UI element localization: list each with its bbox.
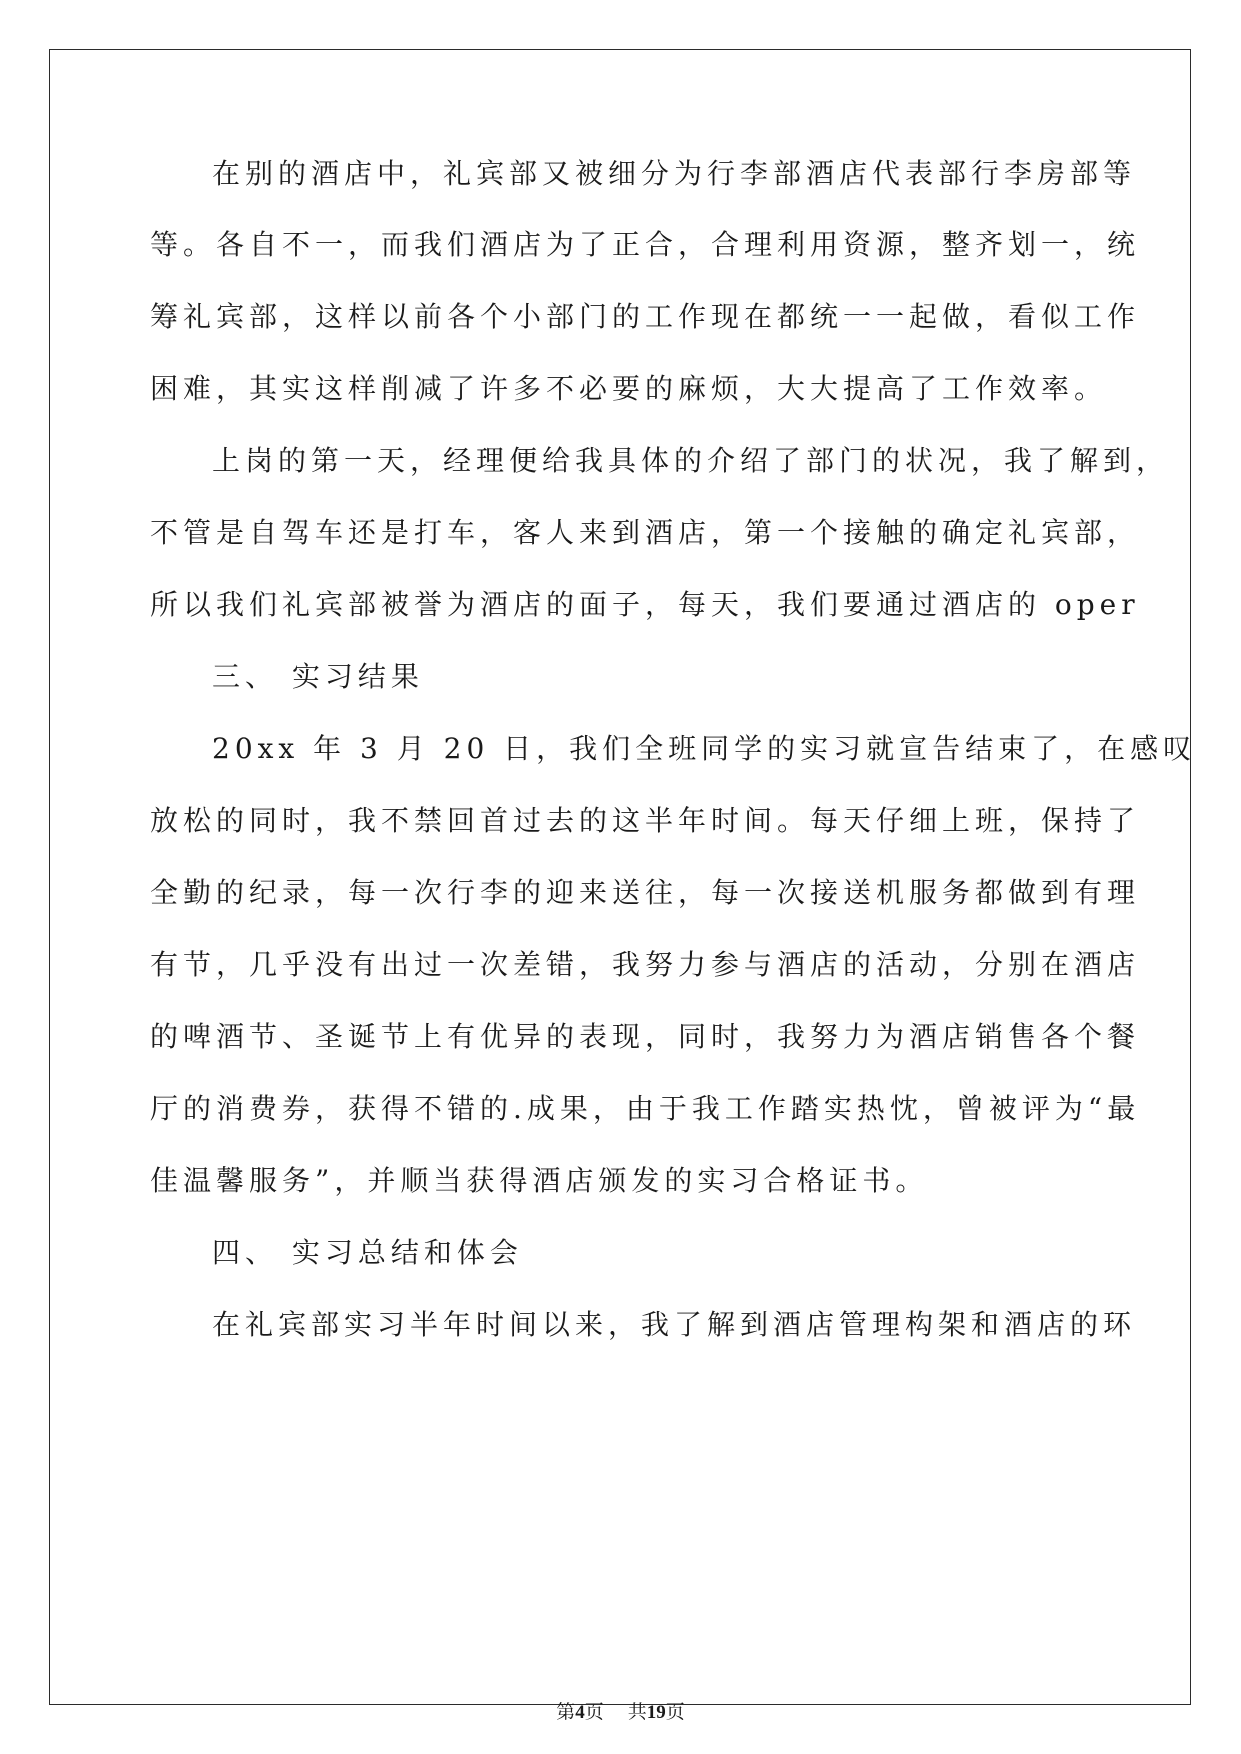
page-footer xyxy=(0,1700,1241,1725)
paragraph-line: 的啤酒节、圣诞节上有优异的表现，同时，我努力为酒店销售各个餐 xyxy=(150,1020,1141,1053)
paragraph-line: 20xx 年 3 月 20 日，我们全班同学的实习就宣告结束了，在感叹 xyxy=(212,732,1197,765)
paragraph-line: 所以我们礼宾部被誉为酒店的面子，每天，我们要通过酒店的 oper xyxy=(150,588,1140,621)
page-suffix: 页 xyxy=(584,1701,604,1723)
paragraph-line: 在别的酒店中，礼宾部又被细分为行李部酒店代表部行李房部等 xyxy=(212,157,1137,190)
paragraph-line: 厅的消费券，获得不错的.成果，由于我工作踏实热忱，曾被评为“最 xyxy=(150,1092,1141,1125)
paragraph-line: 上岗的第一天，经理便给我具体的介绍了部门的状况，我了解到， xyxy=(212,444,1170,477)
paragraph-line: 在礼宾部实习半年时间以来，我了解到酒店管理构架和酒店的环 xyxy=(212,1308,1137,1341)
section-heading: 三、 实习结果 xyxy=(212,660,424,693)
total-pages: 19 xyxy=(646,1702,666,1723)
total-suffix: 页 xyxy=(665,1701,685,1723)
paragraph-line: 全勤的纪录，每一次行李的迎来送往，每一次接送机服务都做到有理 xyxy=(150,876,1141,909)
total-prefix: 共 xyxy=(627,1701,647,1723)
paragraph-line: 佳温馨服务”，并顺当获得酒店颁发的实习合格证书。 xyxy=(150,1164,929,1197)
paragraph-line: 放松的同时，我不禁回首过去的这半年时间。每天仔细上班，保持了 xyxy=(150,804,1141,837)
paragraph-line: 困难，其实这样削减了许多不必要的麻烦，大大提高了工作效率。 xyxy=(150,372,1108,405)
paragraph-line: 不管是自驾车还是打车，客人来到酒店，第一个接触的确定礼宾部， xyxy=(150,516,1141,549)
paragraph-line: 等。各自不一，而我们酒店为了正合，合理利用资源，整齐划一，统 xyxy=(150,228,1141,261)
page-prefix: 第 xyxy=(556,1701,576,1723)
paragraph-line: 有节，几乎没有出过一次差错，我努力参与酒店的活动，分别在酒店 xyxy=(150,948,1141,981)
section-heading: 四、 实习总结和体会 xyxy=(212,1236,523,1269)
paragraph-line: 筹礼宾部，这样以前各个小部门的工作现在都统一一起做，看似工作 xyxy=(150,300,1141,333)
page-number: 4 xyxy=(575,1702,585,1723)
